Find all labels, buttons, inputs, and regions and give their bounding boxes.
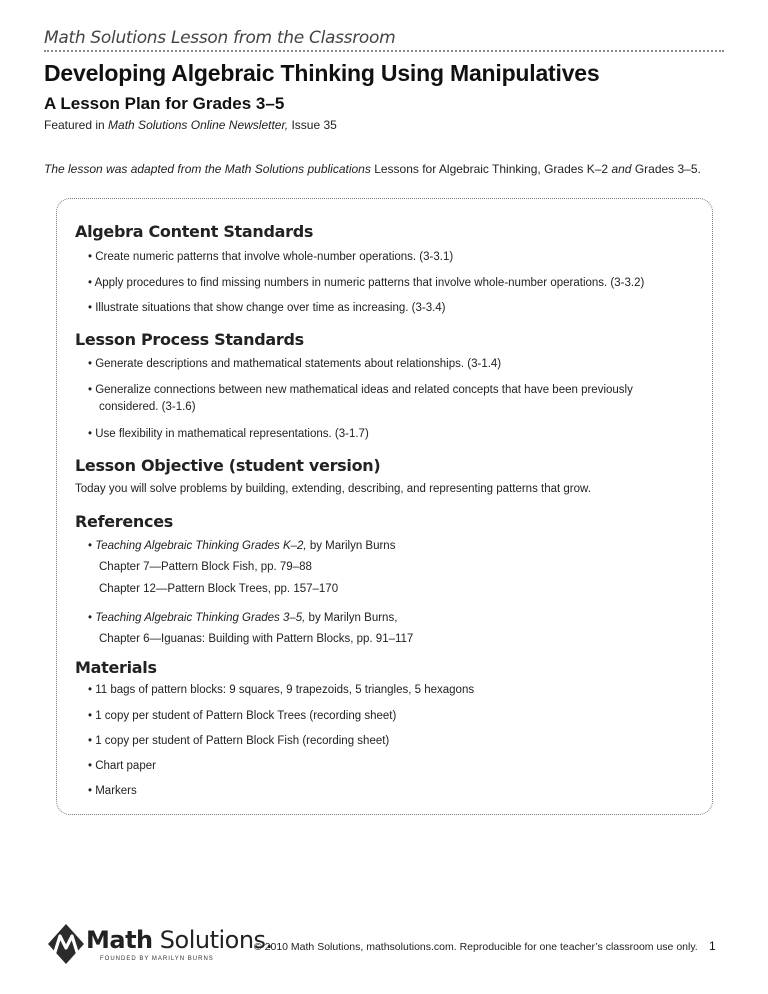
process-standard-item: • Generate descriptions and mathematical statements about relationships. (3-1.4) [88, 358, 502, 370]
material-item: • 1 copy per student of Pattern Block Trees (recording sheet) [88, 710, 397, 722]
material-item: • 1 copy per student of Pattern Block Fish (recording sheet) [88, 735, 390, 747]
material-item: • Chart paper [88, 760, 156, 772]
reference-title: Teaching Algebraic Thinking Grades 3–5, [95, 612, 306, 624]
content-standard-item: • Apply procedures to find missing numbers in numeric patterns that involve whole-number operations. (3-3.2) [88, 277, 645, 289]
reference-item: • Teaching Algebraic Thinking Grades 3–5, by Marilyn Burns, [88, 612, 398, 624]
featured-prefix: Featured in [44, 118, 109, 132]
material-item: • 11 bags of pattern blocks: 9 squares, 9 trapezoids, 5 triangles, 5 hexagons [88, 684, 475, 696]
content-standard-item: • Illustrate situations that show change over time as increasing. (3-3.4) [88, 302, 446, 314]
logo-word-bold: Math [86, 926, 153, 954]
adapted-part4: Grades 3–5. [634, 162, 701, 176]
header-label: Math Solutions Lesson from the Classroom [44, 28, 396, 48]
logo-word-rest: Solutions. [152, 926, 273, 954]
content-standards-heading: Algebra Content Standards [75, 222, 314, 241]
reference-title: Teaching Algebraic Thinking Grades K–2, [95, 540, 307, 552]
reference-chapter: Chapter 7—Pattern Block Fish, pp. 79–88 [99, 561, 312, 573]
page-title: Developing Algebraic Thinking Using Manipulatives [44, 60, 600, 86]
featured-publication: Math Solutions Online Newsletter, [108, 118, 289, 132]
reference-author: by Marilyn Burns, [305, 612, 398, 624]
featured-line [44, 118, 337, 132]
objective-text: Today you will solve problems by building, extending, describing, and representing patterns that grow. [75, 483, 591, 495]
process-standard-item: • Use flexibility in mathematical representations. (3-1.7) [88, 428, 369, 440]
math-solutions-logo [46, 922, 273, 970]
featured-suffix: Issue 35 [288, 118, 337, 132]
process-standards-heading: Lesson Process Standards [75, 330, 304, 349]
logo-founded-by: FOUNDED BY MARILYN BURNS [100, 956, 214, 962]
reference-chapter: Chapter 6—Iguanas: Building with Pattern Blocks, pp. 91–117 [99, 633, 414, 645]
process-standard-item: • Generalize connections between new mathematical ideas and related concepts that have been previously [88, 384, 633, 396]
process-standard-item-continuation: considered. (3-1.6) [99, 401, 196, 413]
reference-chapter: Chapter 12—Pattern Block Trees, pp. 157–170 [99, 583, 339, 595]
header-bar [44, 26, 724, 52]
adapted-part3: and [608, 162, 635, 176]
adapted-part1: The lesson was adapted from the Math Solutions publications [44, 162, 375, 176]
material-item: • Markers [88, 785, 137, 797]
logo-wordmark [86, 926, 273, 954]
reference-author: by Marilyn Burns [306, 540, 396, 552]
page-number: 1 [709, 939, 716, 953]
adapted-part2: Lessons for Algebraic Thinking, Grades K–2 [374, 162, 609, 176]
materials-heading: Materials [75, 658, 157, 677]
copyright-notice: © 2010 Math Solutions, mathsolutions.com. Reproducible for one teacher’s classroom use only. [254, 941, 698, 953]
math-solutions-logo-icon [46, 922, 86, 966]
references-heading: References [75, 512, 173, 531]
reference-item: • Teaching Algebraic Thinking Grades K–2, by Marilyn Burns [88, 540, 396, 552]
page-subtitle: A Lesson Plan for Grades 3–5 [44, 94, 285, 113]
content-standard-item: • Create numeric patterns that involve whole-number operations. (3-3.1) [88, 251, 454, 263]
adapted-note [44, 162, 701, 176]
objective-heading: Lesson Objective (student version) [75, 456, 381, 475]
